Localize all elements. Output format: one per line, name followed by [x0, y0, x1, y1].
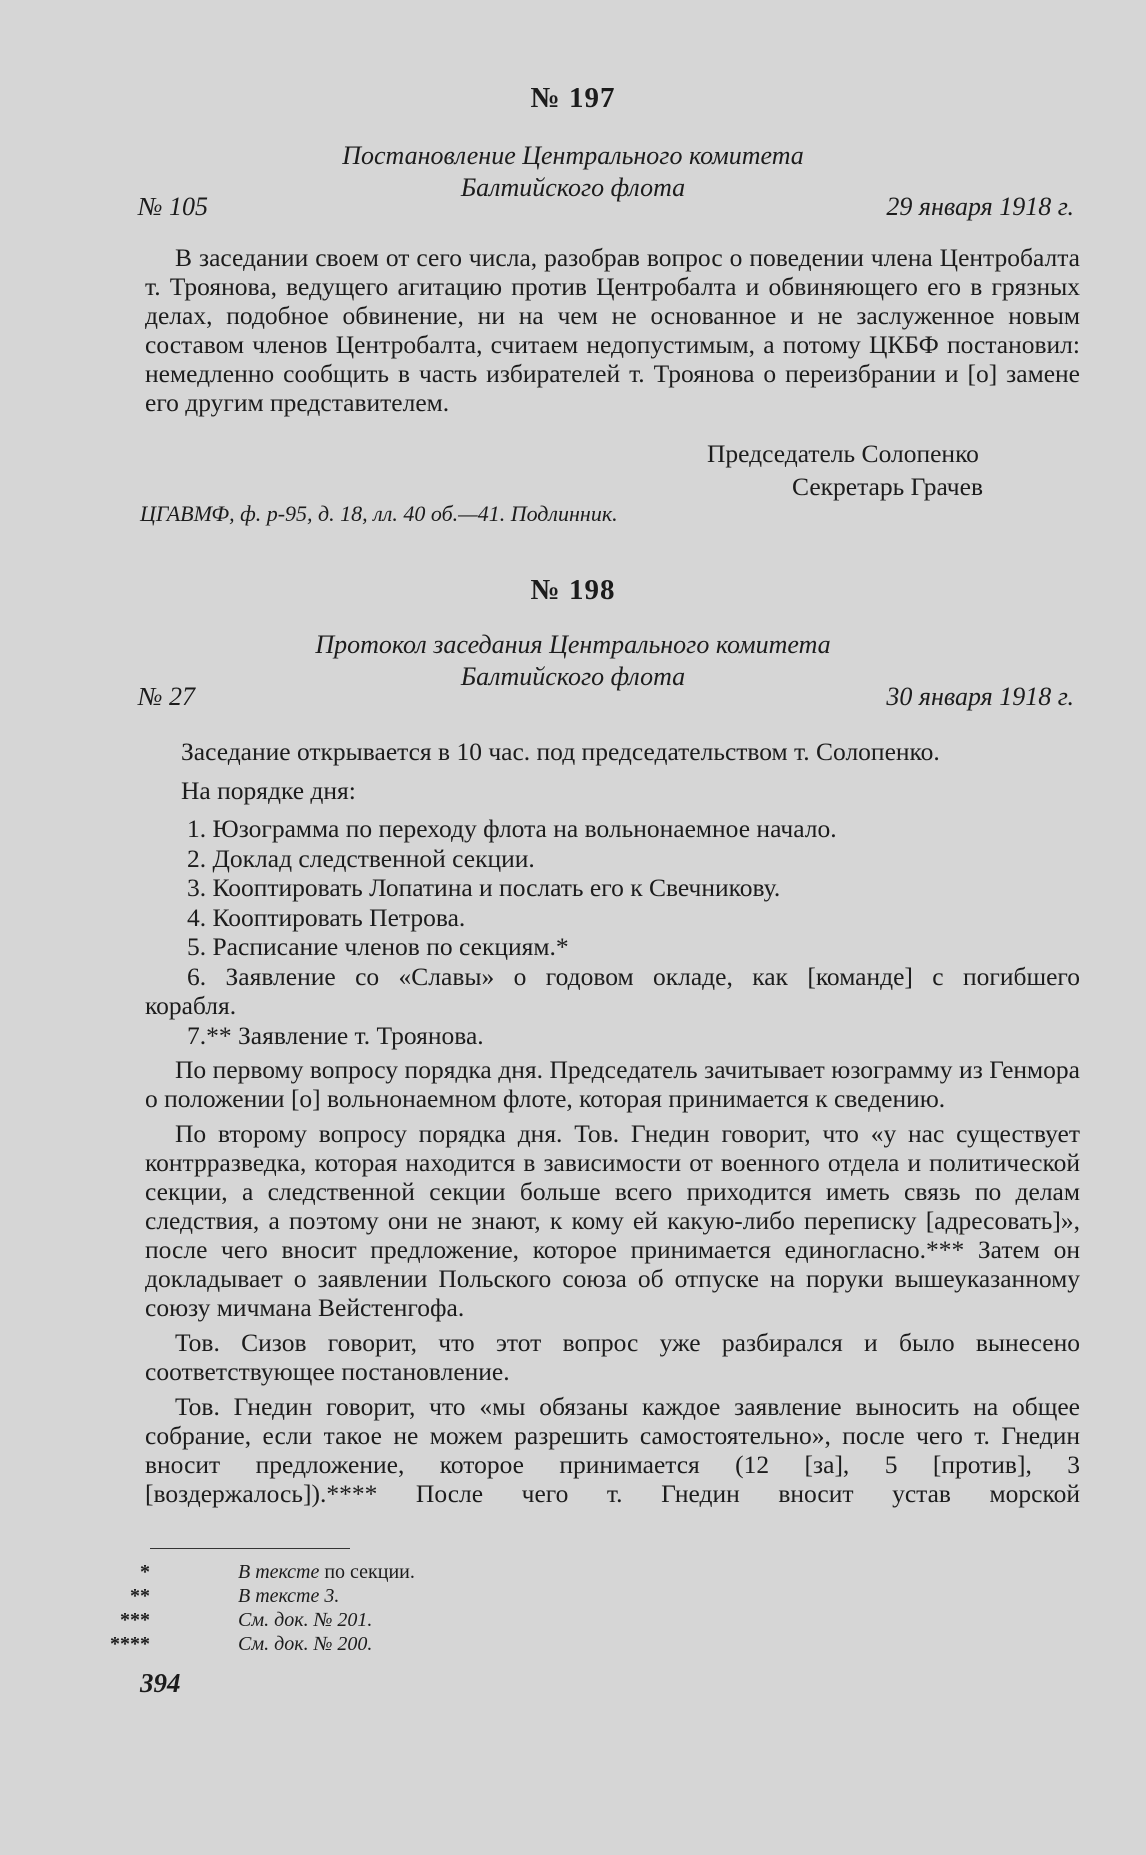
doc-198-ref: № 27 [138, 682, 196, 711]
doc-197-title-line2: Балтийского флота [460, 173, 686, 202]
footnote-rule [150, 1548, 350, 1549]
doc-198-para-3: Тов. Сизов говорит, что этот вопрос уже разбирался и было вынесено соответствующее постановление. [145, 1328, 1080, 1386]
doc-197-signature-secretary: Секретарь Грачев [792, 472, 983, 501]
footnote-1-italic: В тексте [238, 1561, 320, 1583]
doc-198-agenda-block [145, 737, 1080, 1050]
footnote-2-italic: В тексте 3. [238, 1585, 340, 1607]
doc-197-body-block [145, 243, 1080, 417]
agenda-item-4: 4. Кооптировать Петрова. [187, 902, 466, 932]
agenda-item-2: 2. Доклад следственной секции. [187, 843, 535, 873]
footnote-3-mark: *** [120, 1609, 150, 1631]
footnote-4-mark: **** [110, 1633, 150, 1655]
doc-197-number: № 197 [530, 82, 616, 114]
footnote-4-italic: См. док. № 200. [238, 1633, 373, 1655]
doc-197-title-line1: Постановление Центрального комитета [342, 141, 804, 170]
doc-198-para-1: По первому вопросу порядка дня. Председатель зачитывает юзограмму из Генмора о положении [о] вольнонаемном флоте, которая принимается к сведению. [145, 1055, 1080, 1113]
doc-197-signature-chair: Председатель Солопенко [707, 439, 979, 468]
doc-198-date: 30 января 1918 г. [886, 682, 1074, 711]
doc-198-title-line2: Балтийского флота [460, 662, 686, 691]
agenda-item-7: 7.** Заявление т. Троянова. [187, 1020, 484, 1050]
doc-197-date: 29 января 1918 г. [886, 192, 1074, 221]
agenda-item-3: 3. Кооптировать Лопатина и послать его к Свечникову. [187, 873, 781, 902]
agenda-item-1: 1. Юзограмма по переходу флота на вольнонаемное начало. [187, 814, 837, 843]
agenda-item-6-cont: корабля. [145, 991, 237, 1020]
footnote-1-mark: * [140, 1561, 150, 1583]
doc-198-para-4: Тов. Гнедин говорит, что «мы обязаны каждое заявление выносить на общее собрание, если такое не можем разрешить самостоятельно», после чего т. Гнедин вносит предложение, которое принимается (12 [за], 5 [против], 3 [воздержалось]).**** После чего т. Гнедин вносит устав морской [145, 1392, 1080, 1508]
page-number: 394 [140, 1668, 181, 1698]
doc-197-ref: № 105 [138, 192, 209, 221]
doc-198-title-line1: Протокол заседания Центрального комитета [315, 630, 831, 659]
doc-198-number: № 198 [530, 574, 616, 606]
doc-198-para-2: По второму вопросу порядка дня. Тов. Гнедин говорит, что «у нас существует контрразведка, которая находится в зависимости от военного отдела и политической секции, а следственной секции больше всего приходится иметь связь по делам следствия, а поэтому они не знают, к кому ей какую-либо переписку [адресовать]», после чего вносит предложение, которое принимается единогласно.*** Затем он докладывает о заявлении Польского союза об отпуске на поруки вышеуказанному союзу мичмана Вейстенгофа. [145, 1119, 1080, 1322]
doc-198-agenda-heading: На порядке дня: [181, 775, 356, 805]
footnote-1-rest: по секции. [319, 1561, 415, 1583]
agenda-item-5: 5. Расписание членов по секциям.* [187, 932, 569, 961]
agenda-item-6: 6. Заявление со «Славы» о годовом окладе, как [команде] с погибшего [187, 961, 1080, 991]
doc-198-body-block [145, 1055, 1080, 1508]
footnote-3-italic: См. док. № 201. [238, 1609, 373, 1631]
doc-197-archive-ref: ЦГАВМФ, ф. р-95, д. 18, лл. 40 об.—41. Подлинник. [140, 501, 618, 526]
doc-197-body: В заседании своем от сего числа, разобрав вопрос о поведении члена Центробалта т. Троянова, ведущего агитацию против Центробалта и обвиняющего его в грязных делах, подобное обвинение, ни на чем не основанное и не заслуженное новым составом членов Центробалта, считаем недопустимым, а потому ЦКБФ постановил: немедленно сообщить в часть избирателей т. Троянова о переизбрании и [о] замене его другим представителем. [145, 243, 1080, 417]
doc-198-opening: Заседание открывается в 10 час. под председательством т. Солопенко. [181, 737, 940, 766]
footnote-2-mark: ** [130, 1585, 150, 1607]
